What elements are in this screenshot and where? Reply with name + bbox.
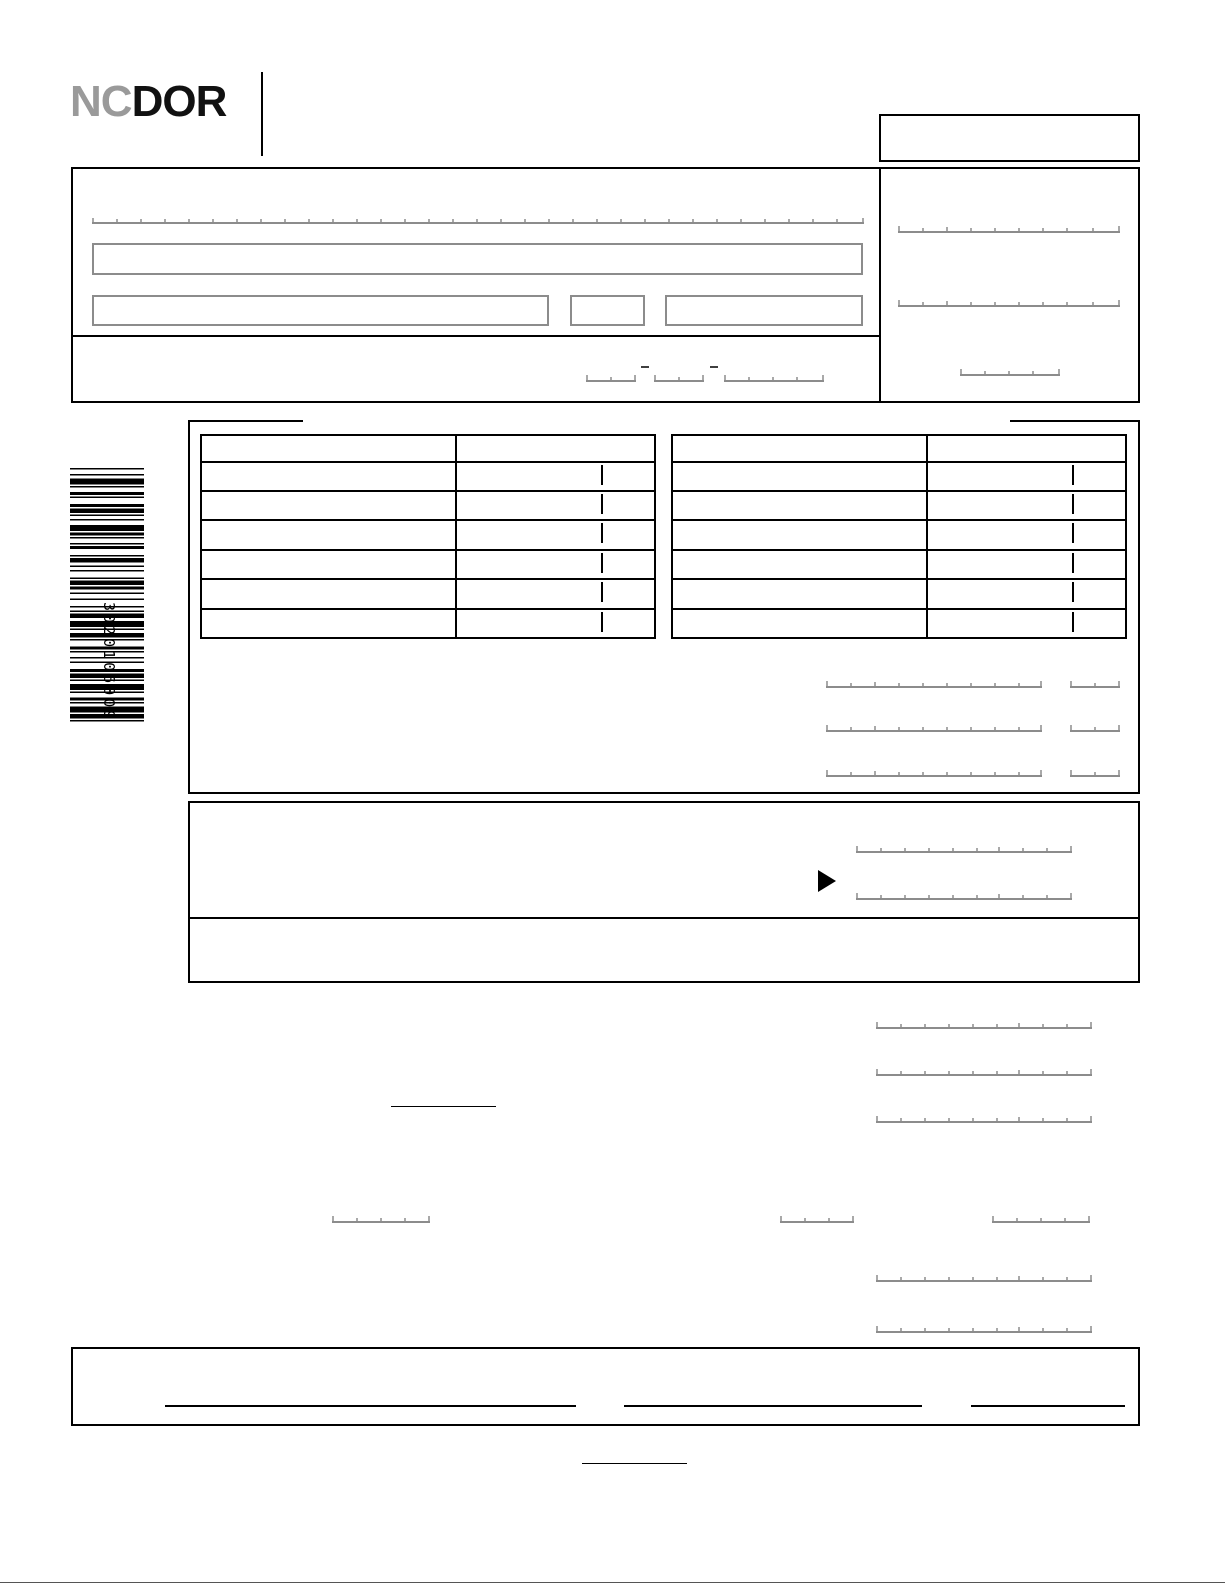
line-amount-a[interactable] <box>876 1019 1092 1031</box>
barcode-bar <box>70 581 144 586</box>
barcode-bar <box>70 519 144 521</box>
barcode-bar <box>70 509 144 514</box>
barcode-bar <box>70 566 144 568</box>
page-bottom-rule <box>0 1582 1225 1583</box>
barcode-bar <box>70 468 144 470</box>
fein-field[interactable] <box>898 297 1120 309</box>
city-field[interactable] <box>92 295 549 326</box>
rate-underline <box>391 1106 496 1107</box>
payment-arrow-icon <box>818 870 836 892</box>
barcode-bar <box>70 570 144 572</box>
date-month-field[interactable] <box>586 362 826 384</box>
barcode-bar <box>70 474 144 476</box>
county-total-line-2[interactable] <box>826 722 1126 734</box>
taxpayer-info-row-divider <box>71 335 881 337</box>
payment-amount-1[interactable] <box>856 843 1072 855</box>
barcode-bar <box>70 525 144 531</box>
county-total-line-3[interactable] <box>826 767 1126 779</box>
barcode-bar <box>70 497 144 499</box>
county-total-line-1[interactable] <box>826 678 1126 690</box>
payment-amount-2[interactable] <box>856 890 1072 902</box>
header-divider <box>261 72 263 156</box>
line-amount-c[interactable] <box>876 1113 1092 1125</box>
date-line[interactable] <box>971 1405 1125 1407</box>
payment-section-divider <box>188 917 1140 919</box>
taxpayer-info-divider <box>879 167 881 403</box>
barcode-bar <box>70 537 144 539</box>
barcode-bar <box>70 543 144 545</box>
barcode-number: 3020106009 <box>100 602 118 723</box>
short-field-2[interactable] <box>780 1213 856 1225</box>
footer-underline <box>582 1463 687 1464</box>
address-field[interactable] <box>92 243 863 275</box>
barcode-bar <box>70 504 144 507</box>
barcode-bar <box>70 515 144 517</box>
barcode-bar <box>70 546 144 549</box>
logo-dor-text: DOR <box>131 77 227 126</box>
signature-line[interactable] <box>165 1405 576 1407</box>
legal-name-field[interactable] <box>92 214 864 226</box>
zip-field[interactable] <box>665 295 863 326</box>
ncdor-logo <box>70 77 227 126</box>
logo-nc-text: NC <box>70 77 132 126</box>
barcode-bar <box>70 558 144 563</box>
county-section-top-left <box>188 420 303 422</box>
short-field-1[interactable] <box>332 1213 432 1225</box>
county-table-right <box>671 434 1127 639</box>
county-section-top-right <box>1010 420 1140 422</box>
barcode-bar <box>70 533 144 536</box>
state-field[interactable] <box>570 295 645 326</box>
barcode-bar <box>70 599 144 601</box>
form-id-box <box>879 114 1140 162</box>
barcode-bar <box>70 492 144 495</box>
barcode-bar <box>70 593 144 595</box>
signature-section <box>71 1347 1140 1426</box>
line-amount-b[interactable] <box>876 1066 1092 1078</box>
period-field[interactable] <box>960 366 1060 378</box>
title-line[interactable] <box>624 1405 922 1407</box>
county-table-left <box>200 434 656 639</box>
short-field-3[interactable] <box>992 1213 1092 1225</box>
account-id-field[interactable] <box>898 223 1120 235</box>
line-amount-e[interactable] <box>876 1323 1092 1335</box>
barcode-bar <box>70 578 144 580</box>
line-amount-d[interactable] <box>876 1272 1092 1284</box>
barcode-bar <box>70 479 144 485</box>
barcode-bar <box>70 587 144 590</box>
barcode-bar <box>70 486 144 488</box>
barcode-bar <box>70 555 144 557</box>
